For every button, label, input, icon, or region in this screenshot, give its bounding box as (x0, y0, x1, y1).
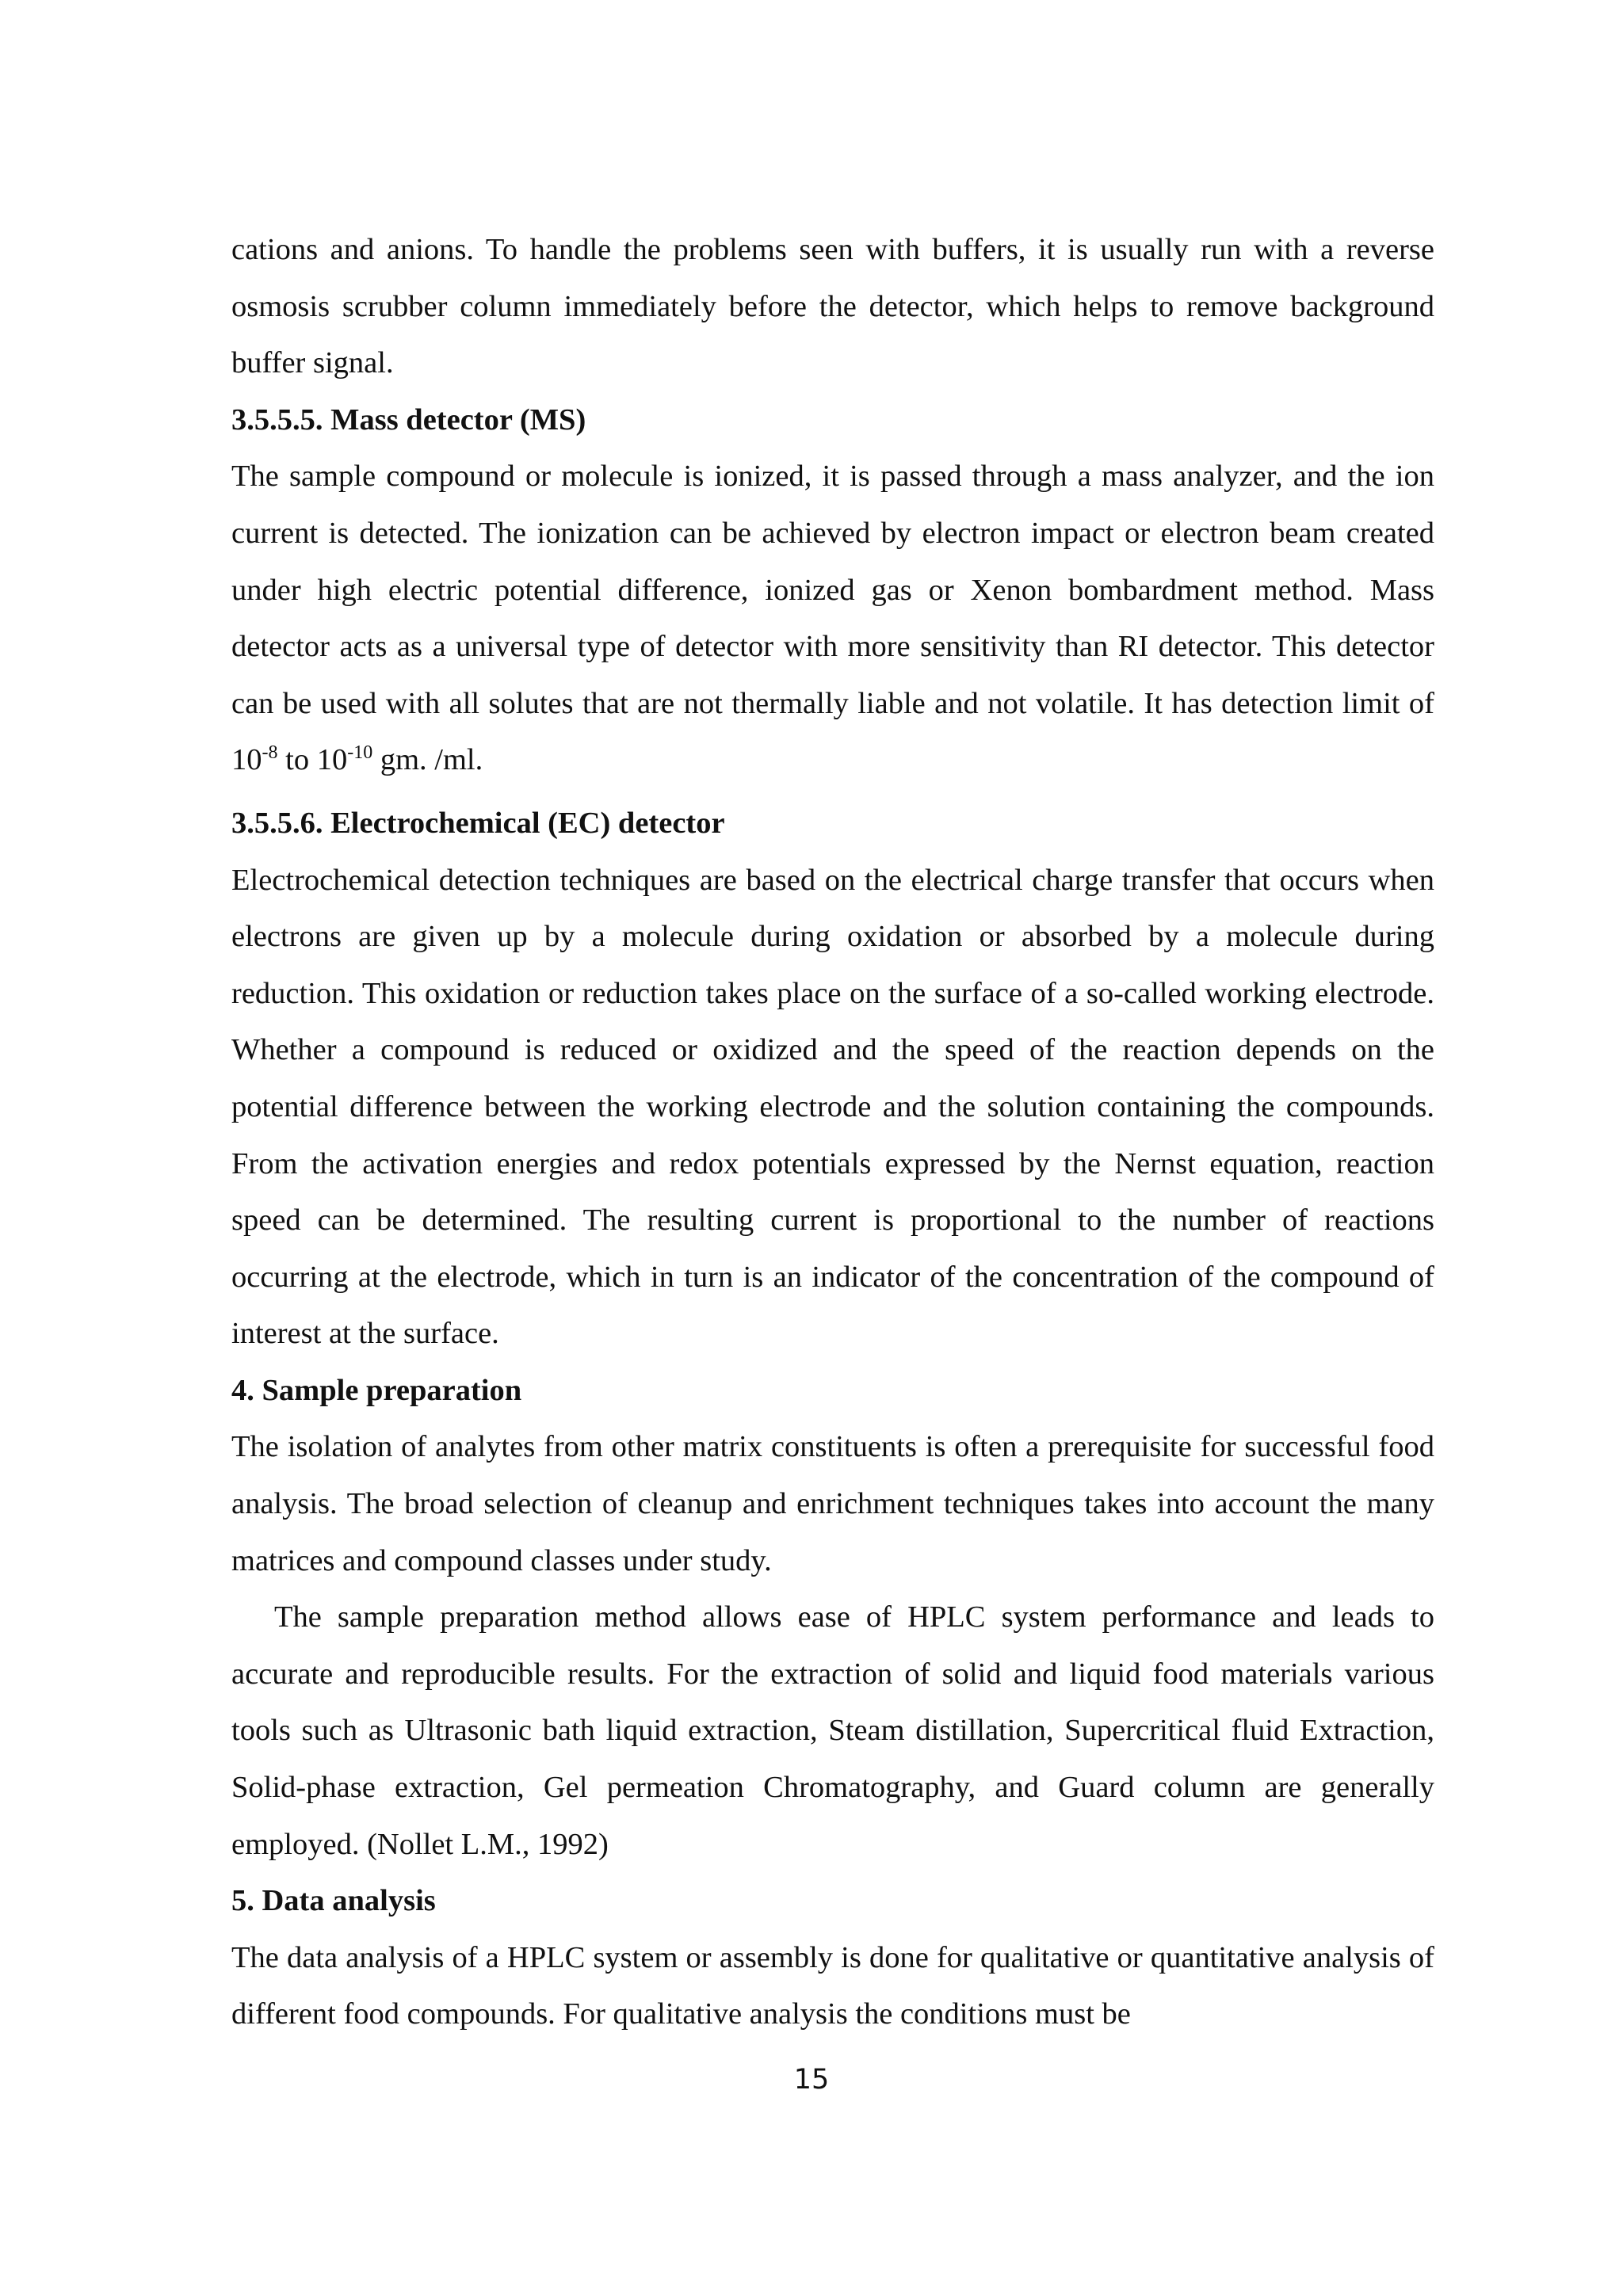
mass-detector-text-end: gm. /ml. (372, 743, 483, 777)
page-number: 15 (793, 2064, 830, 2096)
paragraph-data-analysis: The data analysis of a HPLC system or assembly is done for qualitative or quantitative analysis of different food compounds. For qualitative analysis the conditions must be (231, 1940, 1434, 2031)
paragraph-sample-preparation-2: The sample preparation method allows ease of HPLC system performance and leads to accurate and reproducible results. For the extraction of solid and liquid food materials various tools such as Ultrasonic bath liquid extraction, Steam distillation, Supercritical fluid Extraction, Solid-phase extraction, Gel permeation Chromatography, and Guard column are generally employed. (Nollet L.M., 1992) (231, 1600, 1434, 1861)
paragraph-ec-detector: Electrochemical detection techniques are based on the electrical charge transfer that occurs when electrons are given up by a molecule during oxidation or absorbed by a molecule during reduction. This oxidation or reduction takes place on the surface of a so-called working electrode. Whether a compound is reduced or oxidized and the speed of the reaction depends on the potential difference between the working electrode and the solution containing the compounds. From the activation energies and redox potentials expressed by the Nernst equation, reaction speed can be determined. The resulting current is proportional to the number of reactions occurring at the electrode, which in turn is an indicator of the concentration of the compound of interest at the surface. (231, 863, 1434, 1351)
mass-detector-text: The sample compound or molecule is ionized, it is passed through a mass analyzer, and the ion current is detected. The ionization can be achieved by electron impact or electron beam created under high electric potential difference, ionized gas or Xenon bombardment method. Mass detector acts as a universal type of detector with more sensitivity than RI detector. This detector can be used with all solutes that are not thermally liable and not volatile. It has detection limit of 10 (231, 460, 1434, 777)
heading-ec-detector: 3.5.5.6. Electrochemical (EC) detector (231, 806, 725, 840)
paragraph-sample-preparation-1: The isolation of analytes from other matrix constituents is often a prerequisite for successful food analysis. The broad selection of cleanup and enrichment techniques takes into account the many matrices and compound classes under study. (231, 1430, 1434, 1577)
heading-sample-preparation: 4. Sample preparation (231, 1373, 522, 1407)
exponent-1: -8 (262, 742, 278, 764)
exponent-2: -10 (347, 742, 373, 764)
paragraph-mass-detector (231, 448, 1434, 789)
heading-mass-detector: 3.5.5.5. Mass detector (MS) (231, 402, 586, 437)
paragraph-buffers: cations and anions. To handle the problems seen with buffers, it is usually run with a reverse osmosis scrubber column immediately before the detector, which helps to remove background buffer signal. (231, 233, 1434, 380)
mass-detector-text-mid: to 10 (277, 743, 348, 777)
page-body (231, 222, 1434, 2043)
heading-data-analysis: 5. Data analysis (231, 1884, 436, 1918)
